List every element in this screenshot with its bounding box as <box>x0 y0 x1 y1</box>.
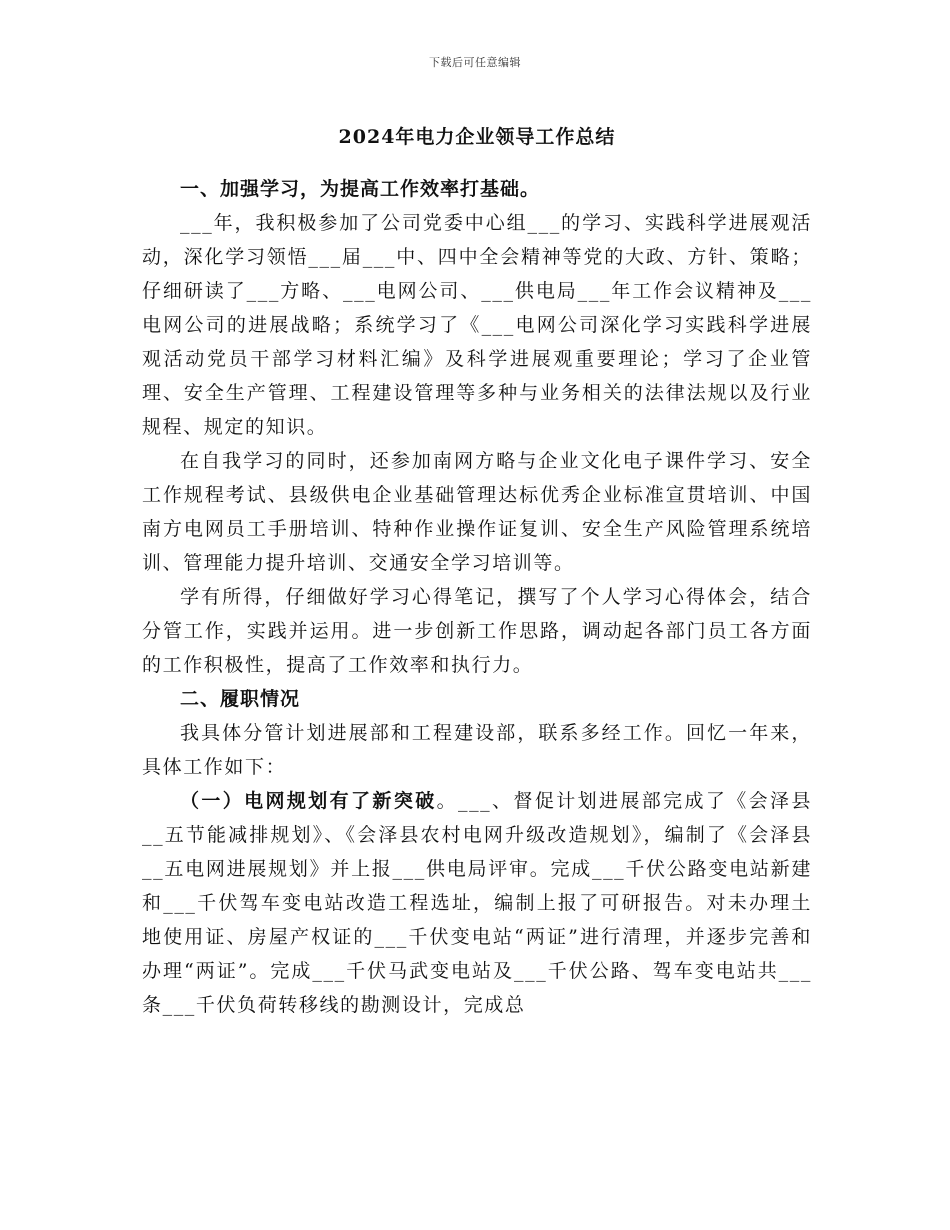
paragraph-grid-planning <box>142 784 812 1022</box>
paragraph-study-overview: ___年，我积极参加了公司党委中心组___的学习、实践科学进展观活动，深化学习领悟___届___中、四中全会精神等党的大政、方针、策略；仔细研读了___方略、___电网公司、___供电局___年工作会议精神及___电网公司的进展战略；系统学习了《___电网公司深化学习实践科学进展观活动党员干部学习材料汇编》及科学进展观重要理论；学习了企业管理、安全生产管理、工程建设管理等多种与业务相关的法律法规以及行业规程、规定的知识。 <box>142 212 812 438</box>
paragraph-learning-results: 学有所得，仔细做好学习心得笔记，撰写了个人学习心得体会，结合分管工作，实践并运用。进一步创新工作思路，调动起各部门员工各方面的工作积极性，提高了工作效率和执行力。 <box>142 586 812 676</box>
page-header-note: 下载后可任意编辑 <box>429 56 521 69</box>
section-heading-study: 一、加强学习，为提高工作效率打基础。 <box>180 178 541 200</box>
paragraph-duties-intro: 我具体分管计划进展部和工程建设部，联系多经工作。回忆一年来，具体工作如下： <box>142 722 812 778</box>
document-body <box>142 120 812 1022</box>
paragraph-training: 在自我学习的同时，还参加南网方略与企业文化电子课件学习、安全工作规程考试、县级供电企业基础管理达标优秀企业标准宣贯培训、中国南方电网员工手册培训、特种作业操作证复训、安全生产风险管理系统培训、管理能力提升培训、交通安全学习培训等。 <box>142 450 812 574</box>
section-heading-duties: 二、履职情况 <box>180 688 301 710</box>
paragraph-grid-planning-lead: （一）电网规划有了新突破 <box>180 790 437 812</box>
document-title: 2024年电力企业领导工作总结 <box>338 126 616 148</box>
paragraph-grid-planning-body: 。___、督促计划进展部完成了《会泽县__五节能减排规划》、《会泽县农村电网升级改造规划》，编制了《会泽县__五电网进展规划》并上报___供电局评审。完成___千伏公路变电站新建和___千伏驾车变电站改造工程选址，编制上报了可研报告。对未办理土地使用证、房屋产权证的___千伏变电站“两证”进行清理，并逐步完善和办理“两证”。完成___千伏马武变电站及___千伏公路、驾车变电站共___条___千伏负荷转移线的勘测设计，完成总 <box>142 790 813 1016</box>
